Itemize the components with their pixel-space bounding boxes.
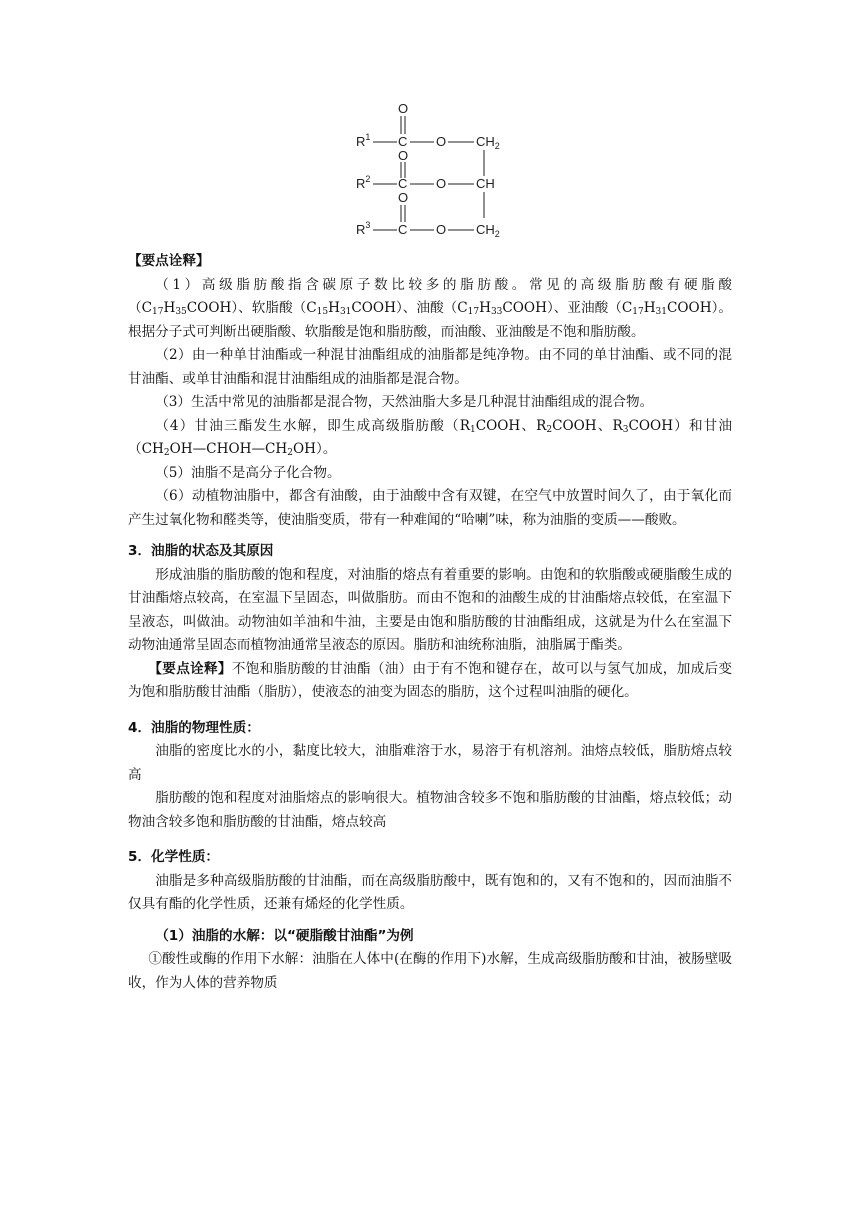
section-4-title: 4．油脂的物理性质： <box>128 719 260 736</box>
section-5-paragraph-1: 油脂是多种高级脂肪酸的甘油酯，而在高级脂肪酸中，既有饱和的，又有不饱和的，因而油脂不仅具有酯的化学性质，还兼有烯烃的化学性质。 <box>128 872 732 912</box>
formula-c-1: C <box>398 134 408 149</box>
formula-c-2: C <box>398 176 408 191</box>
key-point-5: （5）油脂不是高分子化合物。 <box>155 464 341 481</box>
formula-ch2-bottom: $CH_2$ <box>476 222 500 239</box>
section-3-key-label: 【要点诠释】 <box>148 660 232 677</box>
formula-r2: $R^2$ <box>356 174 371 191</box>
section-3-title: 3．油脂的状态及其原因 <box>128 543 274 559</box>
formula-o-2: O <box>436 176 447 191</box>
formula-o-top-1: O <box>398 101 409 116</box>
formula-o-1: O <box>436 134 447 149</box>
formula-ch2-top: $CH_2$ <box>476 134 500 151</box>
key-point-6: （6）动植物油脂中，都含有油酸，由于油酸中含有双键，在空气中放置时间久了，由于氧化而产生过氧化物和醛类等，使油脂变质，带有一种难闻的“哈喇”味，称为油脂的变质——酸败。 <box>128 488 732 528</box>
key-point-3: （3）生活中常见的油脂都是混合物，天然油脂大多是几种混甘油酯组成的混合物。 <box>155 394 654 410</box>
key-points-heading: 【要点诠释】 <box>128 253 210 269</box>
section-3-key-point: 【要点诠释】不饱和脂肪酸的甘油酯（油）由于有不饱和键存在，故可以与氢气加成，加成后变为饱和脂肪酸甘油酯（脂肪），使液态的油变为固态的脂肪，这个过程叫油脂的硬化。 <box>128 660 733 700</box>
triglyceride-structure-diagram <box>340 100 530 250</box>
key-point-4: （4）甘油三酯发生水解，即生成高级脂肪酸（$R_1COOH$、$R_2COOH$、$R_3COOH$）和甘油$(CH_2OH—CHOH—CH_2OH)$。 <box>128 417 733 458</box>
formula-o-top-3: O <box>398 190 409 205</box>
formula-c-3: C <box>398 222 408 237</box>
key-point-1: （1）高级脂肪酸指含碳原子数比较多的脂肪酸。常见的高级脂肪酸有硬脂酸$(C_{17}H_{35}COOH)$、软脂酸$(C_{15}H_{31}COOH)$、油酸$(C_{17}H_{33}COOH)$、亚油酸$(C_{17}H_{31}COOH)$。根据分子式可判断出硬脂酸、软脂酸是饱和脂肪酸，而油酸、亚油酸是不饱和脂肪酸。 <box>128 276 732 340</box>
section-3-paragraph: 形成油脂的脂肪酸的饱和程度，对油脂的熔点有着重要的影响。由饱和的软脂酸或硬脂酸生成的甘油酯熔点较高，在室温下呈固态，叫做脂肪。而由不饱和的油酸生成的甘油酯熔点较低，在室温下呈液态，叫做油。动物油如羊油和牛油，主要是由饱和脂肪酸的甘油酯组成，这就是为什么在室温下动物油通常呈固态而植物油通常呈液态的原因。脂肪和油统称油脂，油脂属于酯类。 <box>128 566 732 653</box>
section-5-title: 5．化学性质： <box>128 849 220 865</box>
key-point-2: （2）由一种单甘油酯或一种混甘油酯组成的油脂都是纯净物。由不同的单甘油酯、或不同的混甘油酯、或单甘油酯和混甘油酯组成的油脂都是混合物。 <box>128 347 732 387</box>
section-4-paragraph-1: 油脂的密度比水的小，黏度比较大，油脂难溶于水，易溶于有机溶剂。油熔点较低，脂肪熔点较高 <box>128 743 732 783</box>
document-body <box>128 250 732 995</box>
formula-r1: $R^1$ <box>356 132 371 149</box>
formula-o-top-2: O <box>398 148 409 163</box>
section-4-paragraph-2: 脂肪酸的饱和程度对油脂熔点的影响很大。植物油含较多不饱和脂肪酸的甘油酯，熔点较低；动物油含较多饱和脂肪酸的甘油酯，熔点较高 <box>128 790 732 830</box>
section-5-paragraph-2: ①酸性或酶的作用下水解：油脂在人体中(在酶的作用下)水解，生成高级脂肪酸和甘油，被肠壁吸收，作为人体的营养物质 <box>128 951 732 991</box>
formula-o-3: O <box>436 222 447 237</box>
formula-ch-middle: CH <box>476 176 495 191</box>
section-5-subtitle: （1）油脂的水解：以“硬脂酸甘油酯”为例 <box>155 927 414 944</box>
formula-r3: $R^3$ <box>356 220 371 237</box>
